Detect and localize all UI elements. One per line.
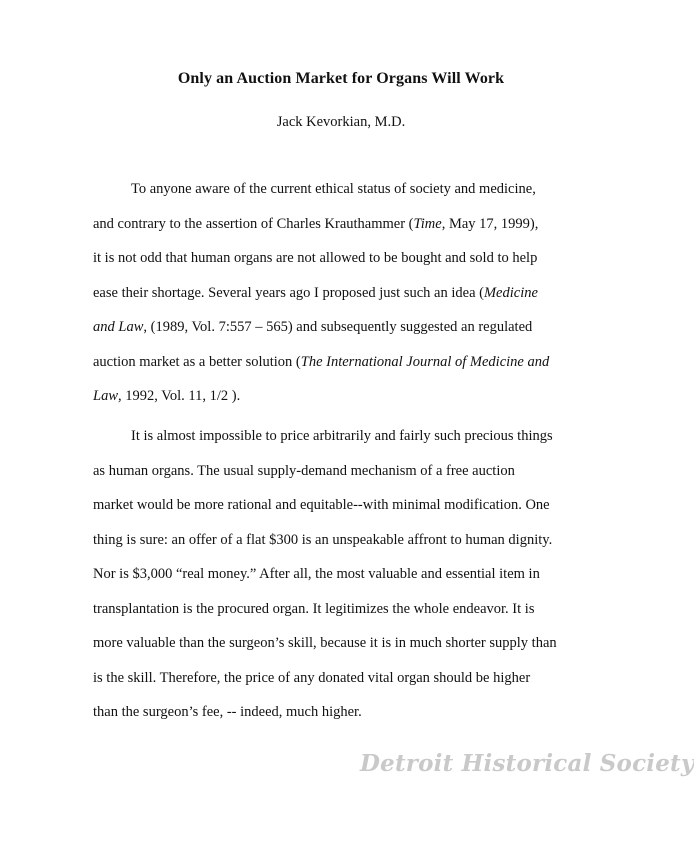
text-segment: Nor is $3,000 “real money.” After all, the most valuable and essential item in (93, 566, 540, 582)
text-segment: , 1992, Vol. 11, 1/2 ). (118, 388, 241, 404)
text-line (93, 462, 515, 480)
text-segment: To anyone aware of the current ethical status of society and medicine, (131, 181, 536, 197)
citation-italic: Time (413, 215, 442, 232)
text-segment: auction market as a better solution ( (93, 353, 301, 370)
text-segment: than the surgeon’s fee, -- indeed, much higher. (93, 704, 362, 720)
text-line (93, 387, 240, 405)
text-segment: it is not odd that human organs are not allowed to be bought and sold to help (93, 250, 538, 266)
citation-italic: The International Journal of Medicine and (300, 353, 550, 370)
watermark: Detroit Historical Society (360, 750, 694, 777)
citation-italic: Medicine (483, 284, 538, 301)
text-line (93, 215, 538, 233)
text-line (131, 427, 553, 445)
citation-italic: and Law (93, 319, 144, 335)
text-segment: and contrary to the assertion of Charles Krauthammer ( (93, 215, 414, 232)
text-segment: more valuable than the surgeon’s skill, because it is in much shorter supply than (93, 635, 557, 651)
text-segment: is the skill. Therefore, the price of any donated vital organ should be higher (93, 669, 531, 686)
document-author: Jack Kevorkian, M.D. (276, 114, 406, 130)
text-segment: , May 17, 1999), (441, 215, 539, 232)
text-line (93, 634, 557, 652)
text-line (93, 496, 550, 514)
text-segment: , (1989, Vol. 7:557 – 565) and subsequently suggested an regulated (143, 319, 533, 335)
text-line (93, 565, 540, 583)
text-line (93, 531, 552, 549)
text-line (93, 249, 537, 267)
text-line (93, 284, 538, 302)
text-line (93, 318, 532, 336)
text-line (93, 669, 530, 687)
text-segment: It is almost impossible to price arbitrarily and fairly such precious things (131, 428, 553, 444)
document-title: Only an Auction Market for Organs Will Work (177, 70, 505, 87)
text-line (93, 703, 362, 721)
text-line (131, 180, 536, 198)
text-line (93, 600, 534, 618)
text-segment: thing is sure: an offer of a flat $300 is an unspeakable affront to human dignity. (93, 531, 553, 548)
citation-italic: Law (93, 388, 118, 404)
text-line (93, 353, 549, 371)
text-segment: ease their shortage. Several years ago I proposed just such an idea ( (93, 284, 484, 301)
text-segment: as human organs. The usual supply-demand mechanism of a free auction (93, 462, 515, 479)
text-segment: market would be more rational and equitable--with minimal modification. One (93, 497, 550, 513)
text-segment: transplantation is the procured organ. It legitimizes the whole endeavor. It is (93, 600, 535, 617)
